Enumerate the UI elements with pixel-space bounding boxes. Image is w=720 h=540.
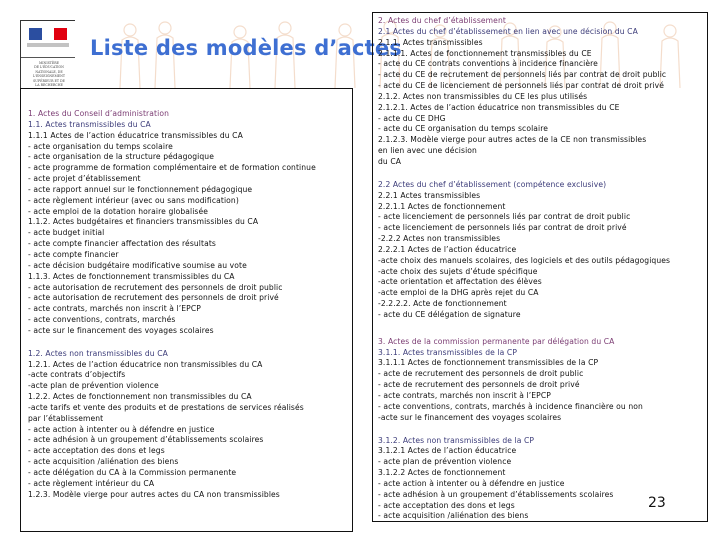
list-item: - acte acquisition /aliénation des biens bbox=[28, 457, 179, 467]
list-item: 3.1.2.2 Actes de fonctionnement bbox=[378, 468, 506, 478]
list-item: - acte adhésion à un groupement d’établissements scolaires bbox=[28, 435, 264, 445]
list-item: - acte action à intenter ou à défendre en justice bbox=[378, 478, 565, 488]
section-heading: 3. Actes de la commission permanente par délégation du CA bbox=[378, 336, 615, 346]
list-item: - acte sur le financement des voyages scolaires bbox=[28, 325, 214, 335]
list-item: - acte budget initial bbox=[28, 228, 105, 238]
list-item: 2.1.1.1. Actes de fonctionnement transmissibles du CE bbox=[378, 48, 592, 58]
list-item: 2.2.1.1 Actes de fonctionnement bbox=[378, 201, 506, 211]
list-item: - acte emploi de la dotation horaire globalisée bbox=[28, 206, 209, 216]
ministry-logo bbox=[20, 20, 75, 91]
list-item: - acte de recrutement des personnels de droit privé bbox=[378, 380, 580, 390]
list-item: en lien avec une décision bbox=[378, 146, 477, 156]
left-column-list bbox=[20, 88, 353, 532]
list-item: 2.1.2.3. Modèle vierge pour autres actes de la CE non transmissibles bbox=[378, 135, 647, 145]
list-item: 2.2.1 Actes transmissibles bbox=[378, 190, 481, 200]
list-item: - acte conventions, contrats, marchés bbox=[28, 315, 176, 325]
list-item: -acte sur le financement des voyages scolaires bbox=[378, 412, 562, 422]
list-item: - acte programme de formation complémentaire et de formation continue bbox=[28, 163, 316, 173]
list-item: par l’établissement bbox=[28, 413, 104, 423]
list-item: - acte autorisation de recrutement des personnels de droit privé bbox=[28, 293, 279, 303]
list-item: - acte du CE contrats conventions à incidence financière bbox=[378, 59, 598, 69]
list-item: 1.2.1. Actes de l’action éducatrice non transmissibles du CA bbox=[28, 359, 263, 369]
list-item: - acte compte financier affectation des résultats bbox=[28, 239, 216, 249]
list-item: - acte règlement intérieur (avec ou sans modification) bbox=[28, 195, 239, 205]
list-item: 1.1.1 Actes de l’action éducatrice transmissibles du CA bbox=[28, 130, 243, 140]
section-heading: 2.2 Actes du chef d’établissement (compétence exclusive) bbox=[378, 179, 607, 189]
page-title: Liste des modèles d’actes bbox=[90, 36, 403, 60]
list-item: - acte du CE délégation de signature bbox=[378, 309, 521, 319]
list-item: -acte emploi de la DHG après rejet du CA bbox=[378, 288, 539, 298]
list-item: - acte plan de prévention violence bbox=[378, 457, 512, 467]
list-item: 1.2.2. Actes de fonctionnement non transmissibles du CA bbox=[28, 392, 252, 402]
left-section bbox=[28, 349, 352, 501]
list-item: - acte licenciement de personnels liés par contrat de droit privé bbox=[378, 223, 627, 233]
list-item: -acte choix des manuels scolaires, des logiciels et des outils pédagogiques bbox=[378, 255, 671, 265]
list-item: - acte décision budgétaire modificative soumise au vote bbox=[28, 260, 247, 270]
list-item: -2.2.2 Actes non transmissibles bbox=[378, 234, 501, 244]
list-item: - acte conventions, contrats, marchés à incidence financière ou non bbox=[378, 401, 643, 411]
section-heading: 2. Actes du chef d’établissement bbox=[378, 16, 506, 25]
list-item: -acte tarifs et vente des produits et de prestations de services réalisés bbox=[28, 402, 304, 412]
ministry-name: MINISTÈRE DE L'ÉDUCATION NATIONALE, DE L'ENSEIGNEMENT SUPÉRIEUR ET DE LA RECHERCHE bbox=[32, 61, 66, 88]
right-section bbox=[378, 337, 707, 424]
list-item: - acte action à intenter ou à défendre en justice bbox=[28, 424, 215, 434]
list-item: - acte rapport annuel sur le fonctionnement pédagogique bbox=[28, 184, 253, 194]
list-item: - acte adhésion à un groupement d’établissements scolaires bbox=[378, 489, 614, 499]
section-heading: 2.1 Actes du chef d’établissement en lien avec une décision du CA bbox=[378, 26, 638, 36]
list-item: - acte acceptation des dons et legs bbox=[378, 500, 515, 510]
list-item: 2.2.2.1 Actes de l’action éducatrice bbox=[378, 244, 517, 254]
right-column-list bbox=[372, 12, 708, 522]
list-item: 1.1.2. Actes budgétaires et financiers transmissibles du CA bbox=[28, 217, 259, 227]
list-item: -acte contrats d’objectifs bbox=[28, 370, 126, 380]
list-item: 1.1.3. Actes de fonctionnement transmissibles du CA bbox=[28, 271, 235, 281]
list-item: -acte plan de prévention violence bbox=[28, 381, 159, 391]
list-item: du CA bbox=[378, 156, 402, 166]
section-heading: 1.2. Actes non transmissibles du CA bbox=[28, 348, 168, 358]
left-section bbox=[28, 109, 352, 337]
list-item: - acte autorisation de recrutement des personnels de droit public bbox=[28, 282, 283, 292]
list-item: 1.2.3. Modèle vierge pour autres actes du CA non transmissibles bbox=[28, 489, 280, 499]
page-number: 23 bbox=[648, 495, 666, 511]
right-section bbox=[378, 180, 707, 321]
section-heading: 1.1. Actes transmissibles du CA bbox=[28, 119, 151, 129]
list-item: - acte acceptation des dons et legs bbox=[28, 446, 165, 456]
list-item: - acte du CE DHG bbox=[378, 113, 446, 123]
list-item: -acte orientation et affectation des élèves bbox=[378, 277, 542, 287]
list-item: 2.1.1. Actes transmissibles bbox=[378, 37, 483, 47]
list-item: - acte du CE de licenciement de personnels liés par contrat de droit privé bbox=[378, 81, 665, 91]
list-item: - acte du CE organisation du temps scolaire bbox=[378, 124, 549, 134]
list-item: 2.1.2. Actes non transmissibles du CE les plus utilisés bbox=[378, 91, 588, 101]
list-item: - acte organisation de la structure pédagogique bbox=[28, 152, 214, 162]
list-item: -acte choix des sujets d’étude spécifique bbox=[378, 266, 538, 276]
list-item: -2.2.2.2. Acte de fonctionnement bbox=[378, 299, 507, 309]
list-item: - acte du CE de recrutement de personnels liés par contrat de droit public bbox=[378, 70, 667, 80]
republique-francaise-text bbox=[27, 43, 69, 47]
section-heading: 3.1.1. Actes transmissibles de la CP bbox=[378, 347, 517, 357]
list-item: - acte contrats, marchés non inscrit à l’EPCP bbox=[28, 304, 201, 314]
list-item: - acte délégation du CA à la Commission permanente bbox=[28, 468, 237, 477]
list-item: - acte licenciement de personnels liés par contrat de droit public bbox=[378, 212, 631, 222]
section-heading: 3.1.2. Actes non transmissibles de la CP bbox=[378, 435, 535, 445]
list-item: 3.1.2.1 Actes de l’action éducatrice bbox=[378, 446, 517, 456]
list-item: - acte contrats, marchés non inscrit à l’EPCP bbox=[378, 391, 551, 400]
list-item: - acte organisation du temps scolaire bbox=[28, 141, 173, 151]
list-item: - acte compte financier bbox=[28, 249, 119, 259]
list-item: - acte projet d’établissement bbox=[28, 174, 141, 184]
section-heading: 1. Actes du Conseil d’administration bbox=[28, 109, 169, 118]
list-item: - acte de recrutement des personnels de droit public bbox=[378, 369, 584, 379]
list-item: 3.1.1.1 Actes de fonctionnement transmissibles de la CP bbox=[378, 358, 599, 368]
list-item: - acte règlement intérieur du CA bbox=[28, 478, 155, 488]
right-section bbox=[378, 16, 707, 168]
list-item: 2.1.2.1. Actes de l’action éducatrice non transmissibles du CE bbox=[378, 102, 620, 112]
french-flag-icon bbox=[29, 28, 67, 40]
list-item: - acte acquisition /aliénation des biens bbox=[378, 511, 529, 521]
